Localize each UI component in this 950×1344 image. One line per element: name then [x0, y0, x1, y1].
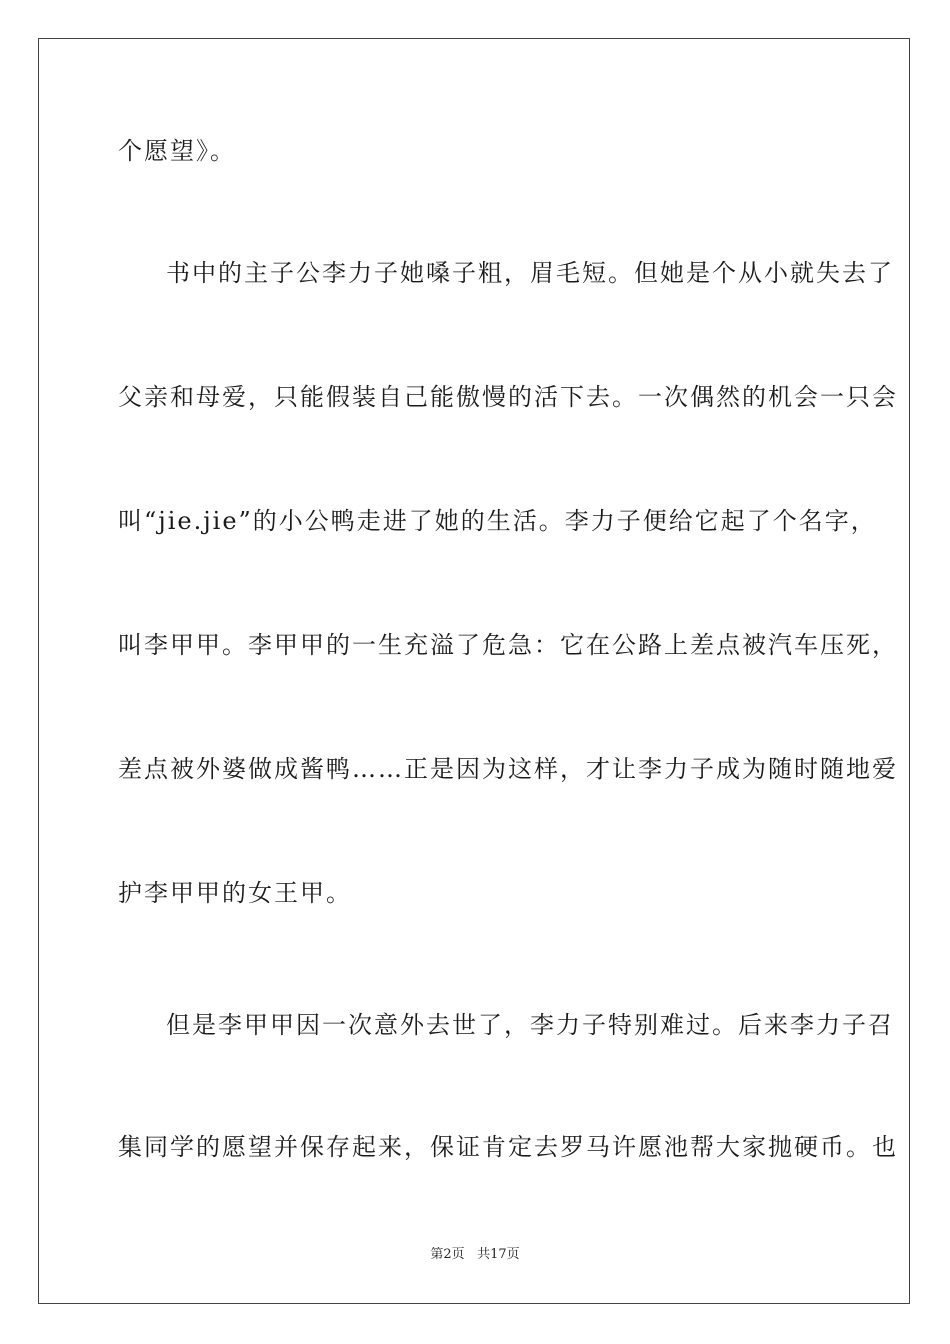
paragraph-2-line-6: 护李甲甲的女王甲。: [118, 879, 352, 907]
paragraph-3-line-2: 集同学的愿望并保存起来，保证肯定去罗马许愿池帮大家抛硬币。也: [118, 1133, 898, 1161]
page-total: 共17页: [477, 1247, 520, 1262]
page-number: 第2页: [430, 1247, 465, 1262]
text-line-1: 个愿望》。: [118, 137, 236, 165]
paragraph-2-line-3: 叫“jie.jie”的小公鸭走进了她的生活。李力子便给它起了个名字，: [118, 507, 877, 535]
page-footer: [0, 1246, 950, 1264]
paragraph-3-line-1: 但是李甲甲因一次意外去世了，李力子特别难过。后来李力子召: [166, 1011, 894, 1039]
page-border: [38, 38, 910, 1304]
paragraph-2-line-5: 差点被外婆做成酱鸭……正是因为这样，才让李力子成为随时随地爱: [118, 755, 898, 783]
paragraph-2-line-2: 父亲和母爱，只能假装自己能傲慢的活下去。一次偶然的机会一只会: [118, 383, 898, 411]
paragraph-2-line-1: 书中的主子公李力子她嗓子粗，眉毛短。但她是个从小就失去了: [166, 259, 894, 287]
paragraph-2-line-4: 叫李甲甲。李甲甲的一生充溢了危急：它在公路上差点被汽车压死，: [118, 631, 898, 659]
